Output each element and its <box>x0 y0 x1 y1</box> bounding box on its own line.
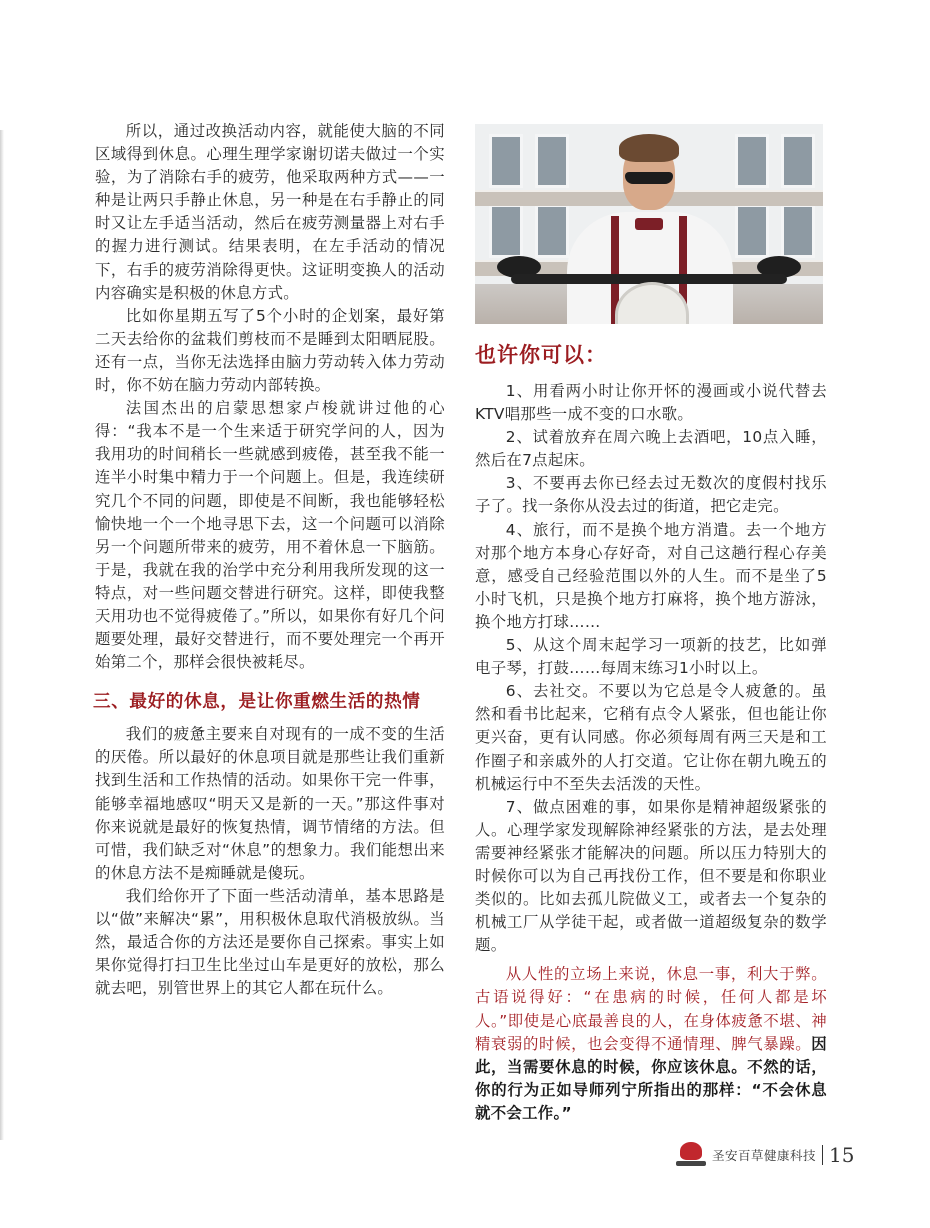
window <box>735 134 769 188</box>
sunglasses <box>625 172 673 184</box>
subheading-maybe-you-can: 也许你可以： <box>475 343 607 367</box>
page-footer <box>676 1142 854 1168</box>
closing-red-text: 从人性的立场上来说，休息一事，利大于弊。古语说得好：“在患病的时候，任何人都是坏人。”即使是心底最善良的人，在身体疲惫不堪、神精衰弱的时候，也会变得不通情理、脾气暴躁。 <box>475 965 827 1053</box>
paragraph-friday-example: 比如你星期五写了5个小时的企划案，最好第二天去给你的盆栽们剪枝而不是睡到太阳晒屁股。还有一点，当你无法选择由脑力劳动转入体力劳动时，你不妨在脑力劳动内部转换。 <box>95 306 445 395</box>
bow-tie <box>635 218 663 230</box>
man-hair <box>619 134 679 162</box>
closing-paragraph <box>475 963 827 1125</box>
window <box>781 204 815 258</box>
list-item-7: 7、做点困难的事，如果你是精神超级紧张的人。心理学家发现解除神经紧张的方法，是去处理需要神经紧张才能解决的问题。所以压力特别大的时候你可以为自己再找份工作，但不要是和你职业类似的。比如去孤儿院做义工，或者去一个复杂的机械工厂从学徒干起，或者做一道超级复杂的数学题。 <box>475 797 827 955</box>
brand-name: 圣安百草健康科技 <box>712 1148 817 1163</box>
window <box>489 204 523 258</box>
footer-divider <box>822 1145 823 1165</box>
section-heading-three: 三、最好的休息，是让你重燃生活的热情 <box>93 691 421 713</box>
page-number: 15 <box>829 1143 855 1167</box>
paragraph-boredom: 我们的疲惫主要来自对现有的一成不变的生活的厌倦。所以最好的休息项目就是那些让我们重新找到生活和工作热情的活动。如果你干完一件事，能够幸福地感叹“明天又是新的一天。”那这件事对你来说就是最好的恢复热情，调节情绪的方法。但可惜，我们缺乏对“休息”的想象力。我们能想出来的休息方法不是痴睡就是傻玩。 <box>95 725 445 882</box>
list-item-3: 3、不要再去你已经去过无数次的度假村找乐子了。找一条你从没去过的街道，把它走完。 <box>475 474 827 516</box>
paragraph-activity-list-intro: 我们给你开了下面一些活动清单，基本思路是以“做”来解决“累”，用积极休息取代消极放纵。当然，最适合你的方法还是要你自己探索。事实上如果你觉得打扫卫生比坐过山车是更好的放松，那么就去吧，别管世界上的其它人都在玩什么。 <box>95 886 445 998</box>
paragraph-rousseau-quote: 法国杰出的启蒙思想家卢梭就讲过他的心得：“我本不是一个生来适于研究学问的人，因为我用功的时间稍长一些就感到疲倦，甚至我不能一连半小时集中精力于一个问题上。但是，我连续研究几个不同的问题，即使是不间断，我也能够轻松愉快地一个一个地寻思下去，这一个问题可以消除另一个问题所带来的疲劳，用不着休息一下脑筋。于是，我就在我的治学中充分利用我所发现的这一特点，对一些问题交替进行研究。这样，即使我整天用功也不觉得疲倦了。”所以，如果你有好几个问题要处理，最好交替进行，而不要处理完一个再开始第二个，那样会很快被耗尽。 <box>95 399 445 672</box>
logo-base <box>676 1161 706 1166</box>
window <box>735 204 769 258</box>
window <box>535 204 569 258</box>
window <box>489 134 523 188</box>
logo-mark <box>680 1142 702 1160</box>
photo-man-on-scooter <box>475 124 823 324</box>
list-item-4: 4、旅行，而不是换个地方消遣。去一个地方对那个地方本身心存好奇，对自己这趟行程心存美意，感受自己经验范围以外的人生。而不是坐了5小时飞机，只是换个地方打麻将，换个地方游泳，换个地方打球…… <box>475 520 827 631</box>
window <box>535 134 569 188</box>
page-edge-shadow <box>0 130 4 1140</box>
brand-logo-icon <box>676 1142 706 1168</box>
list-item-6: 6、去社交。不要以为它总是令人疲惫的。虽然和看书比起来，它稍有点令人紧张，但也能让你更兴奋，更有认同感。你必须每周有两三天是和工作圈子和亲戚外的人打交道。它让你在朝九晚五的机械运行中不至失去活泼的天性。 <box>475 682 827 793</box>
list-item-5: 5、从这个周末起学习一项新的技艺，比如弹电子琴，打鼓……每周末练习1小时以上。 <box>475 636 827 678</box>
list-item-1: 1、用看两小时让你开怀的漫画或小说代替去KTV唱那些一成不变的口水歌。 <box>475 382 827 424</box>
list-item-2: 2、试着放弃在周六晚上去酒吧，10点入睡，然后在7点起床。 <box>475 428 827 470</box>
window <box>781 134 815 188</box>
right-column <box>475 120 827 1125</box>
closing-bold-text: 因此，当需要休息的时候，你应该休息。不然的话，你的行为正如导师列宁所指出的那样：“不会休息就不会工作。” <box>475 1034 827 1122</box>
paragraph-activity-change: 所以，通过改换活动内容，就能使大脑的不同区域得到休息。心理生理学家谢切诺夫做过一个实验，为了消除右手的疲劳，他采取两种方式——一种是让两只手静止休息，另一种是在右手静止的同时又让左手适当活动，然后在疲劳测量器上对右手的握力进行测试。结果表明，在左手活动的情况下，右手的疲劳消除得更快。这证明变换人的活动内容确实是积极的休息方式。 <box>95 122 445 302</box>
left-column <box>95 120 445 1000</box>
